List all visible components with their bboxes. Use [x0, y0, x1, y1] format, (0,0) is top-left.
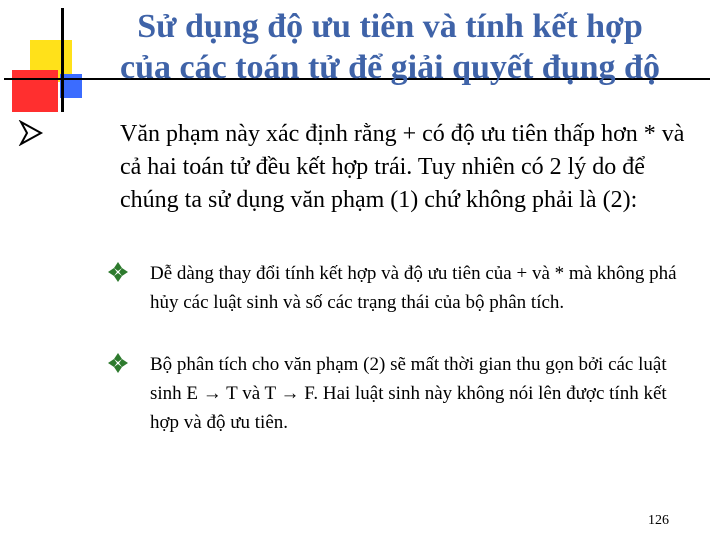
page-number: 126: [648, 513, 669, 528]
sub-bullet-1-text: Dễ dàng thay đổi tính kết hợp và độ ưu tiên của + và * mà không phá hủy các luật sinh và số các trạng thái của bộ phân tích.: [150, 263, 677, 313]
title-line-2: của các toán tử để giải quyết đụng độ: [120, 49, 660, 86]
main-bullet-text: Văn phạm này xác định rằng + có độ ưu tiên thấp hơn * và cả hai toán tử đều kết hợp trái. Tuy nhiên có 2 lý do để chúng ta sử dụng văn phạm (1) chứ không phải là (2):: [120, 121, 685, 213]
decor-vertical-line: [61, 8, 64, 112]
diamond-icon: [108, 262, 128, 282]
decor-red-square: [12, 70, 58, 112]
sub-bullet-2-text: Bộ phân tích cho văn phạm (2) sẽ mất thời gian thu gọn bởi các luật sinh E → T và T → F. Hai luật sinh này không nói lên được tính kết hợp và độ ưu tiên.: [150, 354, 667, 433]
arrow-icon: [18, 120, 44, 146]
diamond-icon: [108, 353, 128, 373]
title-line-1: Sử dụng độ ưu tiên và tính kết hợp: [137, 8, 643, 45]
slide-title: [70, 6, 710, 88]
